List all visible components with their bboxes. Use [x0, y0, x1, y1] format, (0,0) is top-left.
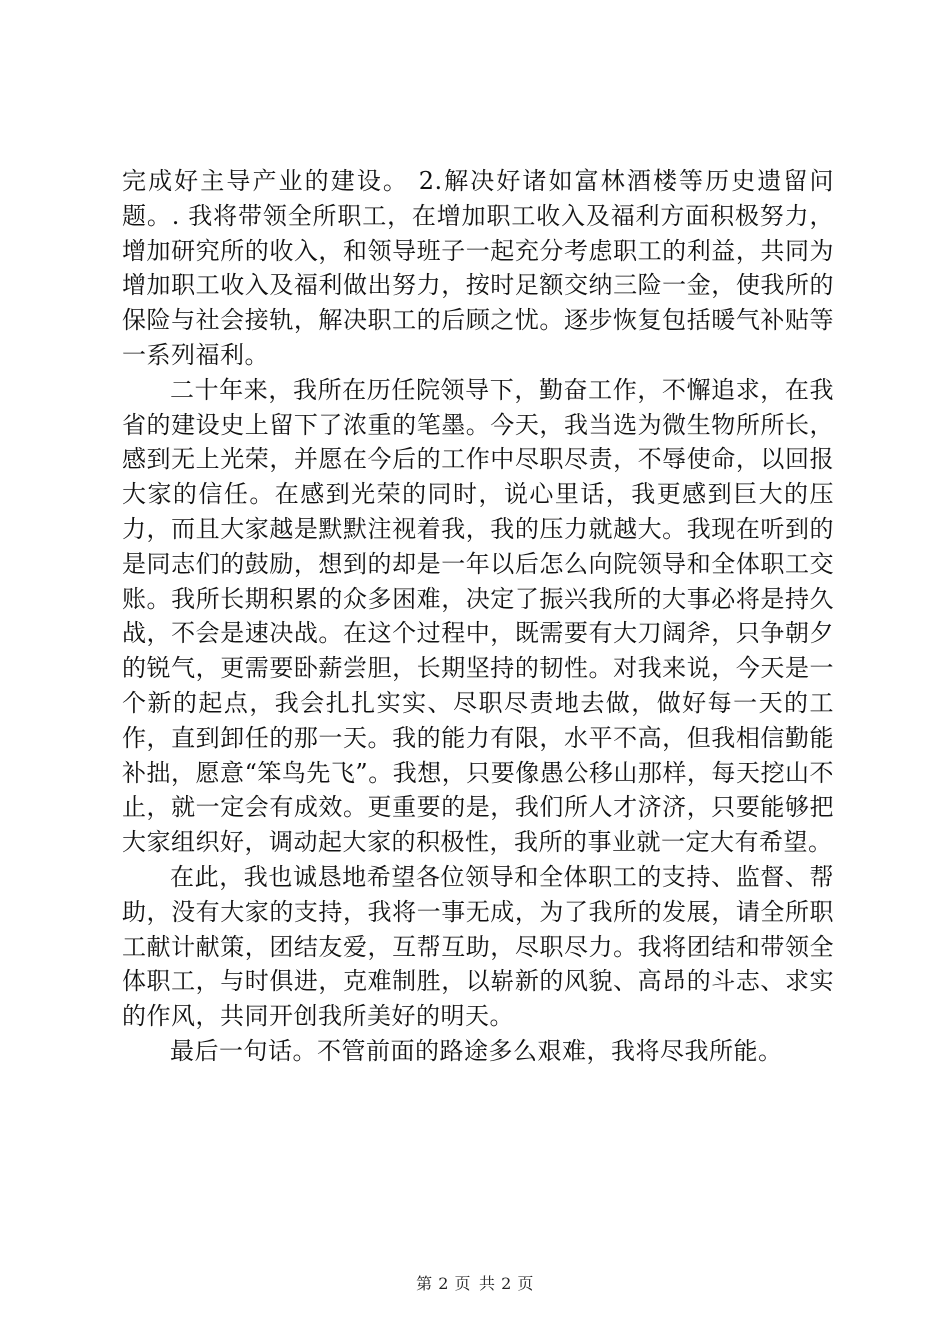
document-body: [122, 164, 834, 1069]
paragraph-closing: 最后一句话。不管前面的路途多么艰难，我将尽我所能。: [170, 1036, 783, 1065]
paragraph-twenty-years: 二十年来，我所在历任院领导下，勤奋工作，不懈追求，在我省的建设史上留下了浓重的笔墨。今天，我当选为微生物所所长，感到无上光荣，并愿在今后的工作中尽职尽责，不辱使命，以回报大家的信任。在感到光荣的同时，说心里话，我更感到巨大的压力，而且大家越是默默注视着我，我的压力就越大。我现在听到的是同志们的鼓励，想到的却是一年以后怎么向院领导和全体职工交账。我所长期积累的众多困难，决定了振兴我所的大事必将是持久战，不会是速决战。在这个过程中，既需要有大刀阔斧，只争朝夕的锐气，更需要卧薪尝胆，长期坚持的韧性。对我来说，今天是一个新的起点，我会扎扎实实、尽职尽责地去做，做好每一天的工作，直到卸任的那一天。我的能力有限，水平不高，但我相信勤能补拙，愿意“笨鸟先飞”。我想，只要像愚公移山那样，每天挖山不止，就一定会有成效。更重要的是，我们所人才济济，只要能够把大家组织好，调动起大家的积极性，我所的事业就一定大有希望。: [122, 375, 834, 857]
paragraph-request-support: 在此，我也诚恳地希望各位领导和全体职工的支持、监督、帮助，没有大家的支持，我将一事无成，为了我所的发展，请全所职工献计献策，团结友爱，互帮互助，尽职尽力。我将团结和带领全体职工，与时俱进，克难制胜，以崭新的风貌、高昂的斗志、求实的作风，共同开创我所美好的明天。: [122, 862, 834, 1031]
page-number: 第 2 页: [416, 1274, 471, 1293]
page-footer: [0, 1271, 950, 1294]
page-total: 共 2 页: [479, 1274, 534, 1293]
paragraph-continuation: 完成好主导产业的建设。 2.解决好诸如富林酒楼等历史遗留问题。. 我将带领全所职工，在增加职工收入及福利方面积极努力，增加研究所的收入，和领导班子一起充分考虑职工的利益，共同为增加职工收入及福利做出努力，按时足额交纳三险一金，使我所的保险与社会接轨，解决职工的后顾之忧。逐步恢复包括暖气补贴等一系列福利。: [122, 167, 834, 369]
